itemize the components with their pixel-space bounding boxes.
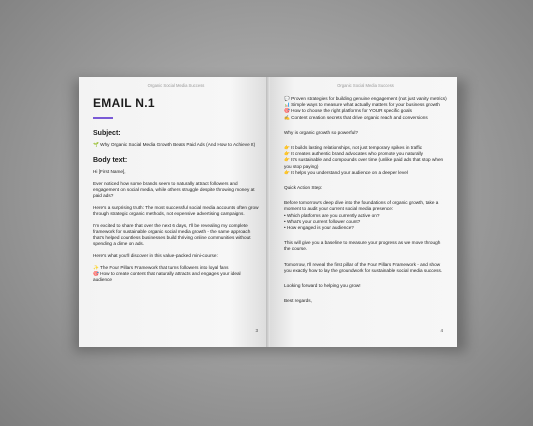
page-number: 4 — [440, 328, 443, 333]
action-paragraph — [284, 200, 447, 231]
subject-label: Subject: — [93, 129, 121, 137]
list-item: 📊 Simple ways to measure what actually matters for your business growth — [284, 102, 440, 108]
feature-list — [93, 265, 259, 284]
page-number: 3 — [255, 328, 258, 333]
subject-text: 🌱 Why Organic Social Media Growth Beats Paid Ads (And How to Achieve It) — [93, 141, 256, 147]
body-label: Body text: — [93, 156, 128, 164]
body-paragraph: Hi [First Name], — [93, 168, 126, 174]
benefit-list — [284, 145, 447, 176]
running-header: Organic Social Media Success — [147, 83, 205, 88]
title-underline — [93, 117, 113, 119]
body-paragraph: Here's what you'll discover in this value-packed mini-course: — [93, 252, 218, 258]
list-item: 💬 Proven strategies for building genuine engagement (not just vanity metrics) — [284, 96, 447, 101]
body-paragraph: Here's a surprising truth: The most successful social media accounts often grow through strategic organic methods, not expensive advertising campaigns. — [93, 204, 259, 216]
list-item: 👉 It builds lasting relationships, not just temporary spikes in traffic — [284, 145, 423, 151]
body-paragraph: Ever noticed how some brands seem to naturally attract followers and engagement on social media, while others struggle despite throwing money at paid ads? — [93, 180, 255, 198]
list-item: • What's your current follower count? — [284, 218, 361, 224]
list-item: 🎯 How to choose the right platforms for YOUR specific goals — [284, 108, 412, 114]
closing-paragraph: Looking forward to helping you grow! — [284, 283, 361, 289]
list-item: 👉 It creates authentic brand advocates who promote you naturally — [284, 151, 423, 157]
list-item: 🎯 How to create content that naturally attracts and engages your ideal audience — [93, 270, 241, 282]
left-page — [79, 77, 268, 347]
closing-paragraph: Tomorrow, I'll reveal the first pillar of the Four Pillars Framework - and show you exactly how to lay the groundwork for sustainable social media success. — [284, 261, 443, 273]
closing-paragraph: This will give you a baseline to measure your progress as we move through the course. — [284, 240, 441, 252]
list-item: • Which platforms are you currently active on? — [284, 212, 380, 218]
list-item: ✍️ Content creation secrets that drive organic reach and conversions — [284, 114, 428, 120]
sign-off: Best regards, — [284, 298, 312, 304]
quick-action-heading: Quick Action Step: — [284, 185, 323, 191]
email-title: EMAIL N.1 — [93, 96, 155, 110]
list-item: 👉 It's sustainable and compounds over time (unlike paid ads that stop when you stop paying) — [284, 157, 444, 169]
list-item: ✨ The Four Pillars Framework that turns followers into loyal fans — [93, 264, 229, 270]
list-item: • How engaged is your audience? — [284, 225, 354, 231]
why-heading: Why is organic growth so powerful? — [284, 129, 358, 135]
action-text: Before tomorrow's deep dive into the foundations of organic growth, take a moment to audit your current social media presence: — [284, 200, 439, 212]
feature-list — [284, 96, 447, 121]
right-page — [268, 77, 457, 347]
list-item: 👉 It helps you understand your audience on a deeper level — [284, 169, 408, 175]
book-spine — [266, 77, 270, 347]
body-paragraph: I'm excited to share that over the next 6 days, I'll be revealing my complete framework for sustainable organic social media growth - the same approach that's helped countless businesses build thriving online communities without spending a dime on ads. — [93, 222, 251, 247]
running-header: Organic Social Media Success — [337, 83, 394, 88]
